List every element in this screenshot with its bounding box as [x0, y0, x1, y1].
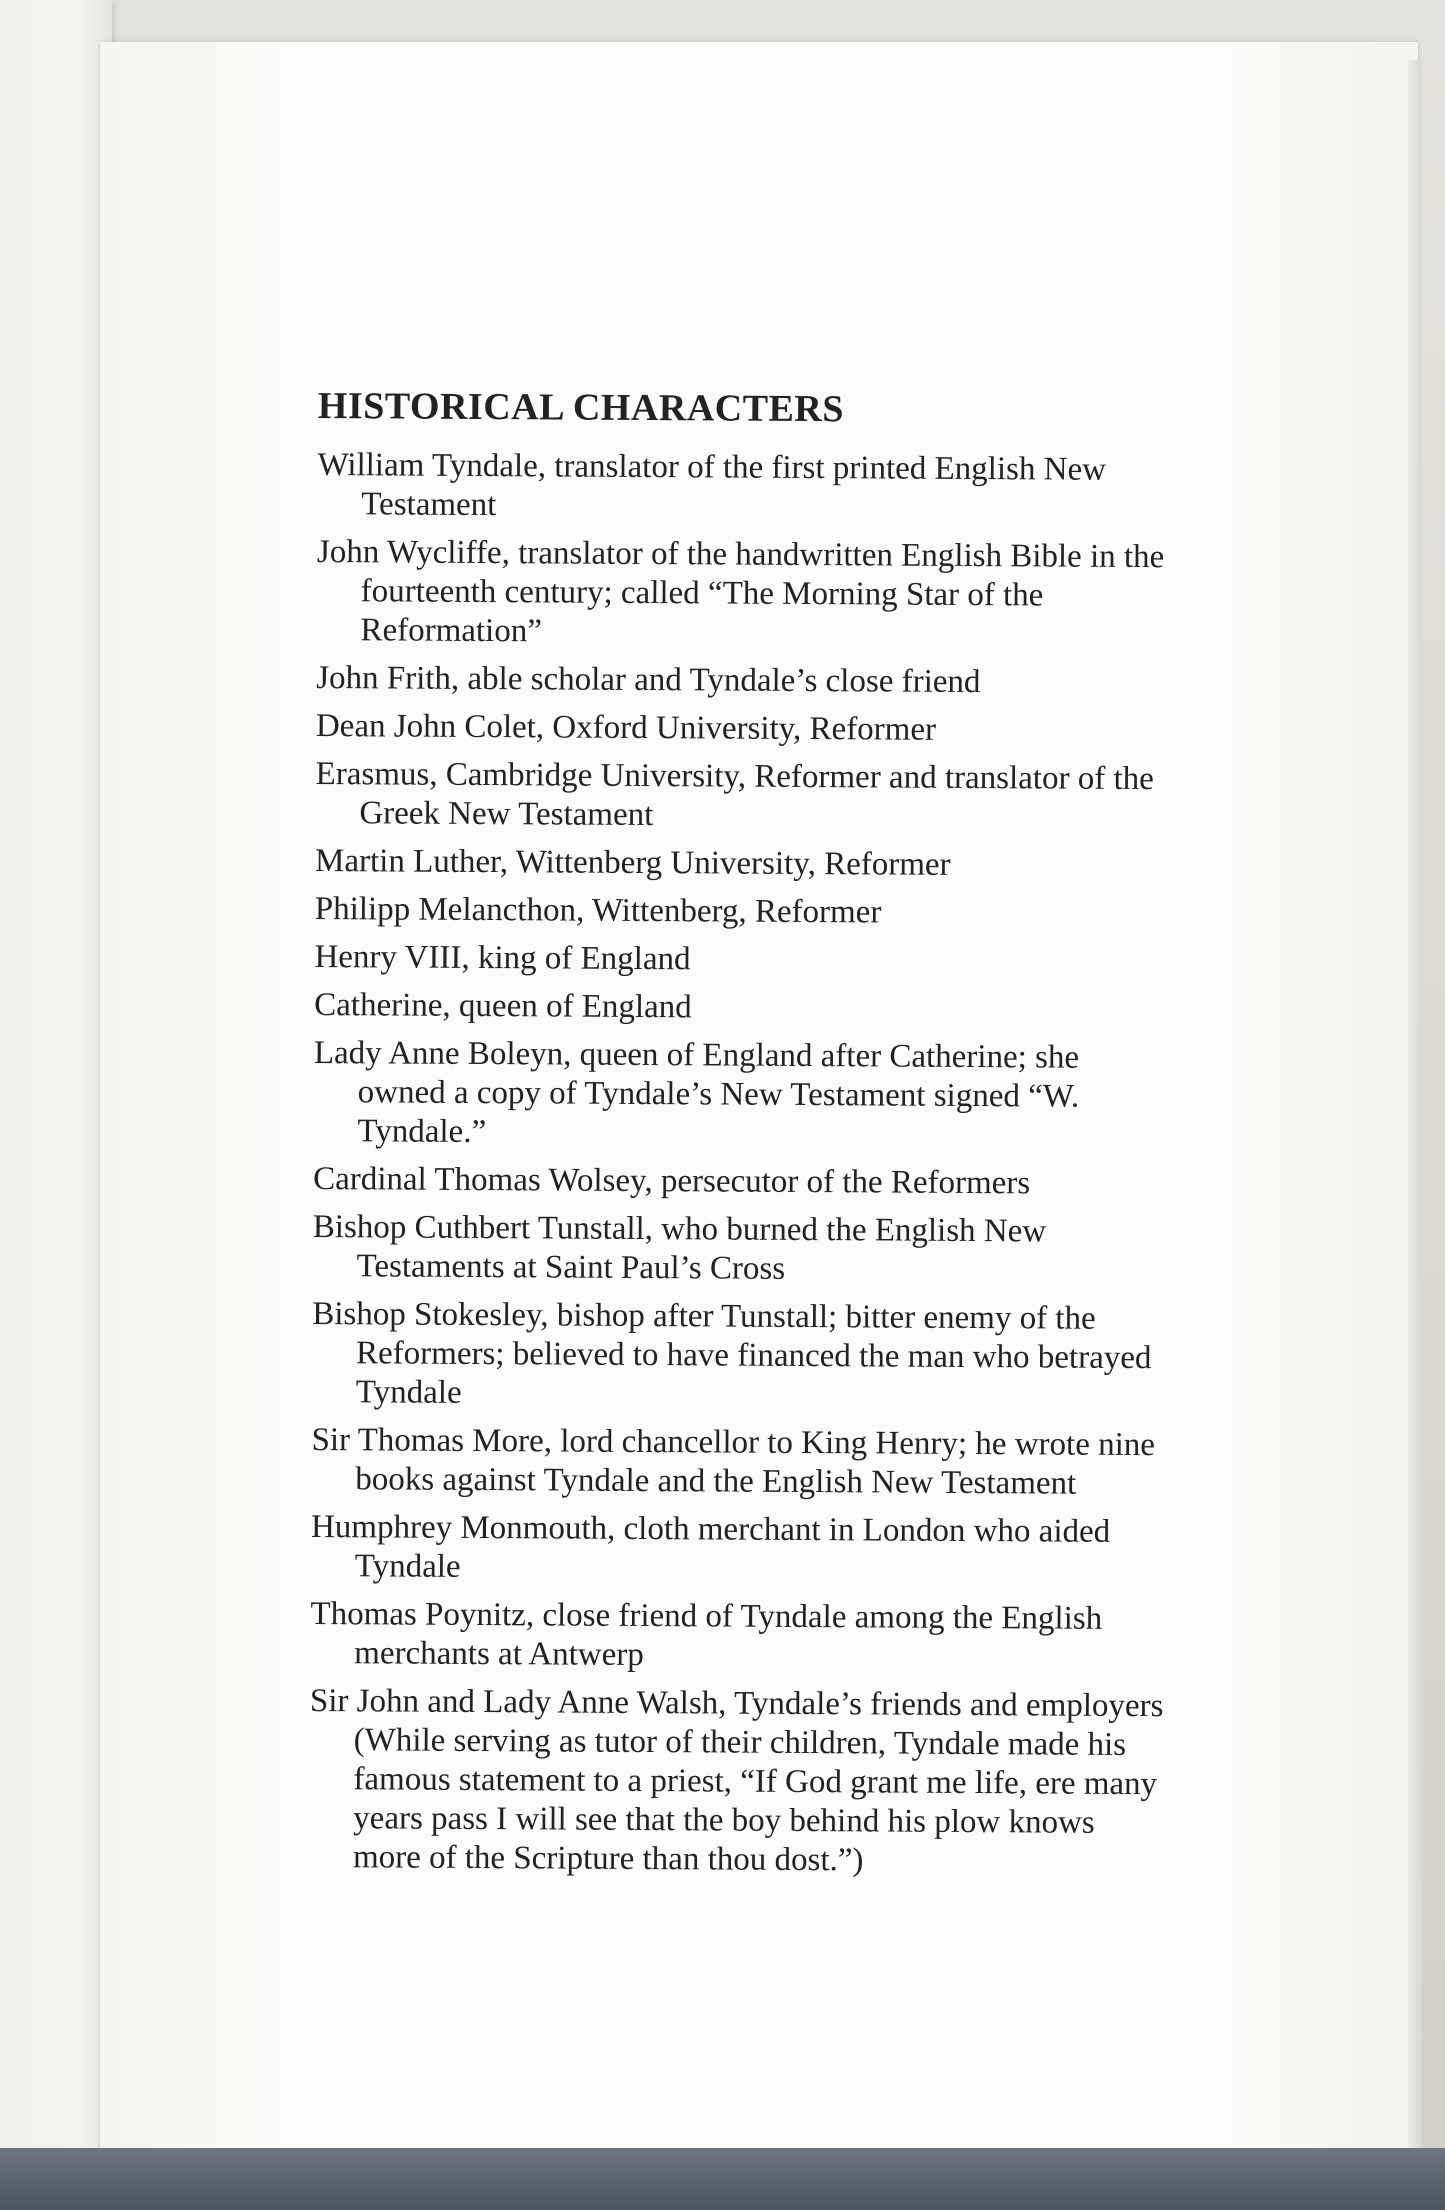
- character-list-section: [309, 384, 1178, 1891]
- character-entry: Cardinal Thomas Wolsey, persecutor of the Reformers: [313, 1160, 1031, 1202]
- character-entry: Lady Anne Boleyn, queen of England after Catherine; she owned a copy of Tyndale’s New Testament signed “W. Tyndale.”: [313, 1034, 1080, 1151]
- character-entry: William Tyndale, translator of the first printed English New Testament: [317, 446, 1107, 524]
- character-entry: Humphrey Monmouth, cloth merchant in London who aided Tyndale: [310, 1508, 1111, 1585]
- bottom-surface: [0, 2148, 1445, 2210]
- left-page: [0, 0, 112, 2210]
- character-entry: Sir John and Lady Anne Walsh, Tyndale’s friends and employers (While serving as tutor of their children, Tyndale made his famous statement to a priest, “If God grant me life, ere many years pass I will see that the boy behind his plow knows more of the Scripture than thou dost.”): [309, 1682, 1164, 1879]
- character-entry: Bishop Cuthbert Tunstall, who burned the English New Testaments at Saint Paul’s Cross: [312, 1208, 1047, 1287]
- page-edge: [1408, 60, 1422, 2160]
- character-entry: Bishop Stokesley, bishop after Tunstall; bitter enemy of the Reformers; believed to have financed the man who betrayed Tyndale: [312, 1295, 1152, 1411]
- section-heading: HISTORICAL CHARACTERS: [317, 384, 845, 431]
- character-entry: Philipp Melancthon, Wittenberg, Reformer: [314, 890, 882, 931]
- character-entry: Martin Luther, Wittenberg University, Reformer: [314, 842, 951, 883]
- character-entry: Sir Thomas More, lord chancellor to King Henry; he wrote nine books against Tyndale and the English New Testament: [311, 1421, 1156, 1502]
- character-entry: Catherine, queen of England: [314, 986, 692, 1026]
- character-entry: Erasmus, Cambridge University, Reformer and translator of the Greek New Testament: [315, 755, 1154, 834]
- character-entry: Thomas Poynitz, close friend of Tyndale among the English merchants at Antwerp: [310, 1595, 1103, 1674]
- character-entry: Henry VIII, king of England: [314, 938, 691, 978]
- character-entry: Dean John Colet, Oxford University, Reformer: [315, 707, 937, 748]
- character-entry: John Frith, able scholar and Tyndale’s close friend: [316, 659, 981, 701]
- character-entry: John Wycliffe, translator of the handwritten English Bible in the fourteenth century; called “The Morning Star of the Reformation”: [316, 533, 1165, 650]
